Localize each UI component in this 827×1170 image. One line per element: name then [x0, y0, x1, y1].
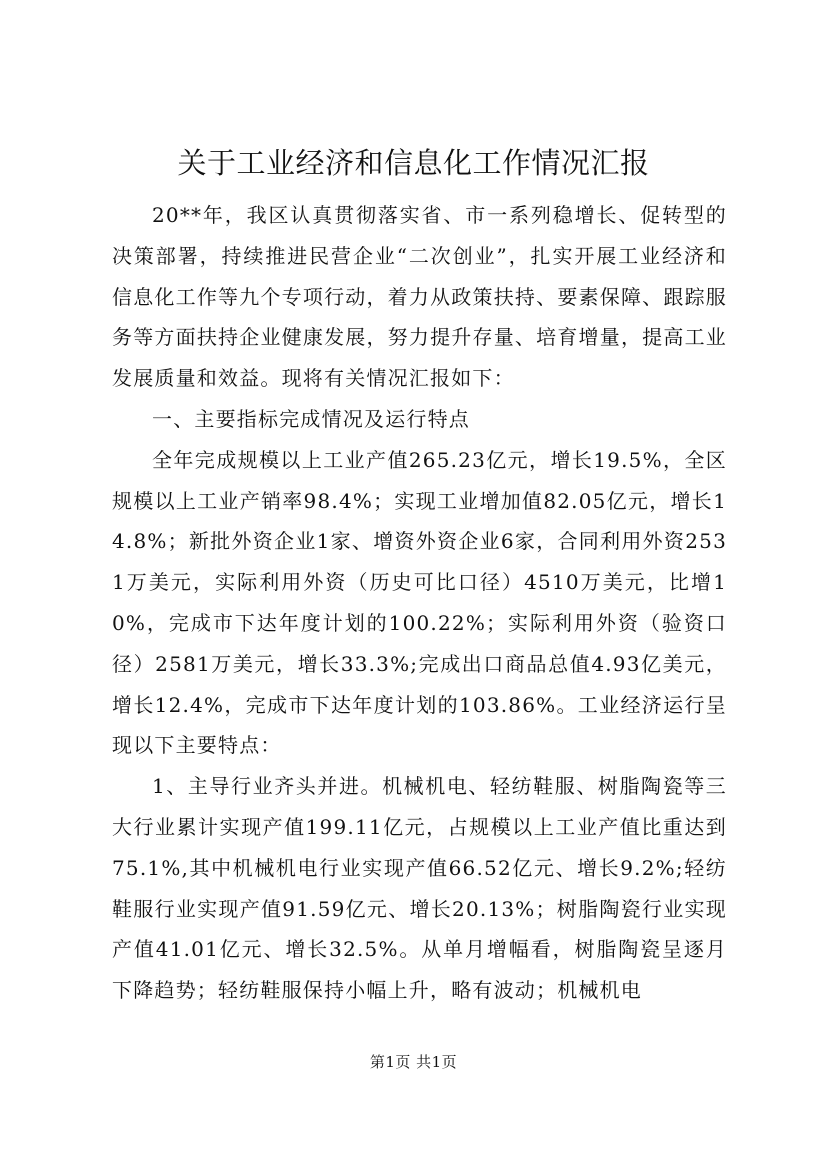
intro-paragraph: 20**年，我区认真贯彻落实省、市一系列稳增长、促转型的决策部署，持续推进民营企业“二次创业”，扎实开展工业经济和信息化工作等九个专项行动，着力从政策扶持、要素保障、跟踪服务等方面扶持企业健康发展，努力提升存量、培育增量，提高工业发展质量和效益。现将有关情况汇报如下： — [112, 203, 727, 391]
document-title: 关于工业经济和信息化工作情况汇报 — [177, 146, 650, 180]
industry-paragraph: 1、主导行业齐头并进。机械机电、轻纺鞋服、树脂陶瓷等三大行业累计实现产值199.11亿元，占规模以上工业产值比重达到75.1%,其中机械机电行业实现产值66.52亿元、增长9.2%;轻纺鞋服行业实现产值91.59亿元、增长20.13%；树脂陶瓷行业实现产值41.01亿元、增长32.5%。从单月增幅看，树脂陶瓷呈逐月下降趋势；轻纺鞋服保持小幅上升，略有波动；机械机电 — [112, 774, 727, 1003]
document-body — [112, 195, 727, 1011]
section-heading: 一、主要指标完成情况及运行特点 — [152, 406, 470, 431]
page-footer: 第1页 共1页 — [369, 1053, 458, 1071]
indicators-paragraph: 全年完成规模以上工业产值265.23亿元，增长19.5%，全区规模以上工业产销率98.4%；实现工业增加值82.05亿元，增长14.8%；新批外资企业1家、增资外资企业6家，合同利用外资2531万美元，实际利用外资（历史可比口径）4510万美元，比增10%，完成市下达年度计划的100.22%；实际利用外资（验资口径）2581万美元，增长33.3%;完成出口商品总值4.93亿美元，增长12.4%，完成市下达年度计划的103.86%。工业经济运行呈现以下主要特点： — [112, 447, 727, 758]
